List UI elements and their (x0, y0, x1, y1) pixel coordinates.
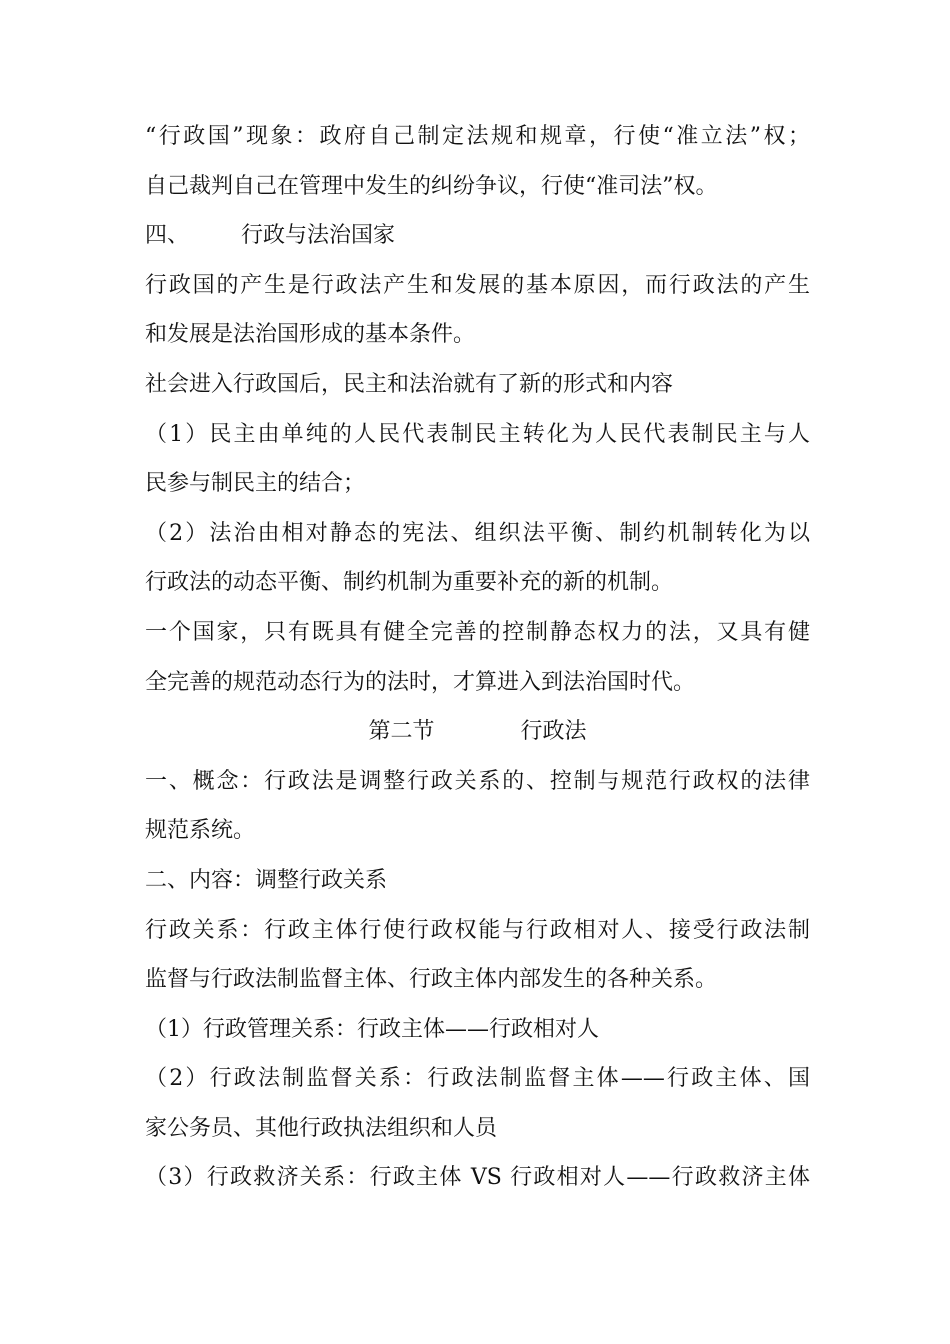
paragraph-line: 和发展是法治国形成的基本条件。 (145, 322, 476, 348)
paragraph-line: 一个国家，只有既具有健全完善的控制静态权力的法，又具有健 (145, 619, 810, 645)
list-item-line: 民参与制民主的结合； (145, 471, 366, 497)
paragraph-line: 监督与行政法制监督主体、行政主体内部发生的各种关系。 (145, 967, 718, 993)
section-heading (145, 707, 810, 757)
paragraph-line: 全完善的规范动态行为的法时，才算进入到法治国时代。 (145, 669, 696, 695)
heading-four-title: 行政与法治国家 (241, 223, 396, 249)
list-item-line: （1）民主由单纯的人民代表制民主转化为人民代表制民主与人 (145, 421, 810, 447)
paragraph-line: 一、概念：行政法是调整行政关系的、控制与规范行政权的法律 (145, 768, 810, 794)
list-item-line: （3）行政救济关系：行政主体 VS 行政相对人——行政救济主体 (145, 1165, 810, 1191)
document-body (145, 112, 810, 1203)
section-title: 行政法 (520, 719, 587, 745)
list-item-line: 行政法的动态平衡、制约机制为重要补充的新的机制。 (145, 570, 674, 596)
paragraph-line: 自己裁判自己在管理中发生的纠纷争议，行使“准司法”权。 (145, 173, 718, 199)
list-item-line: （1）行政管理关系：行政主体——行政相对人 (145, 1016, 599, 1042)
paragraph-line: 行政国的产生是行政法产生和发展的基本原因，而行政法的产生 (145, 272, 810, 298)
paragraph-line: “行政国”现象：政府自己制定法规和规章，行使“准立法”权； (145, 124, 810, 149)
heading-four (145, 211, 810, 261)
paragraph-line: 社会进入行政国后，民主和法治就有了新的形式和内容 (145, 371, 674, 397)
list-item-line: 家公务员、其他行政执法组织和人员 (145, 1115, 498, 1141)
paragraph-line: 二、内容：调整行政关系 (145, 867, 388, 893)
heading-four-number: 四、 (145, 223, 190, 249)
list-item-line: （2）行政法制监督关系：行政法制监督主体——行政主体、国 (145, 1066, 810, 1092)
paragraph-line: 规范系统。 (145, 818, 256, 844)
list-item-line: （2）法治由相对静态的宪法、组织法平衡、制约机制转化为以 (145, 520, 810, 546)
paragraph-line: 行政关系：行政主体行使行政权能与行政相对人、接受行政法制 (145, 917, 810, 943)
section-number: 第二节 (368, 719, 435, 745)
